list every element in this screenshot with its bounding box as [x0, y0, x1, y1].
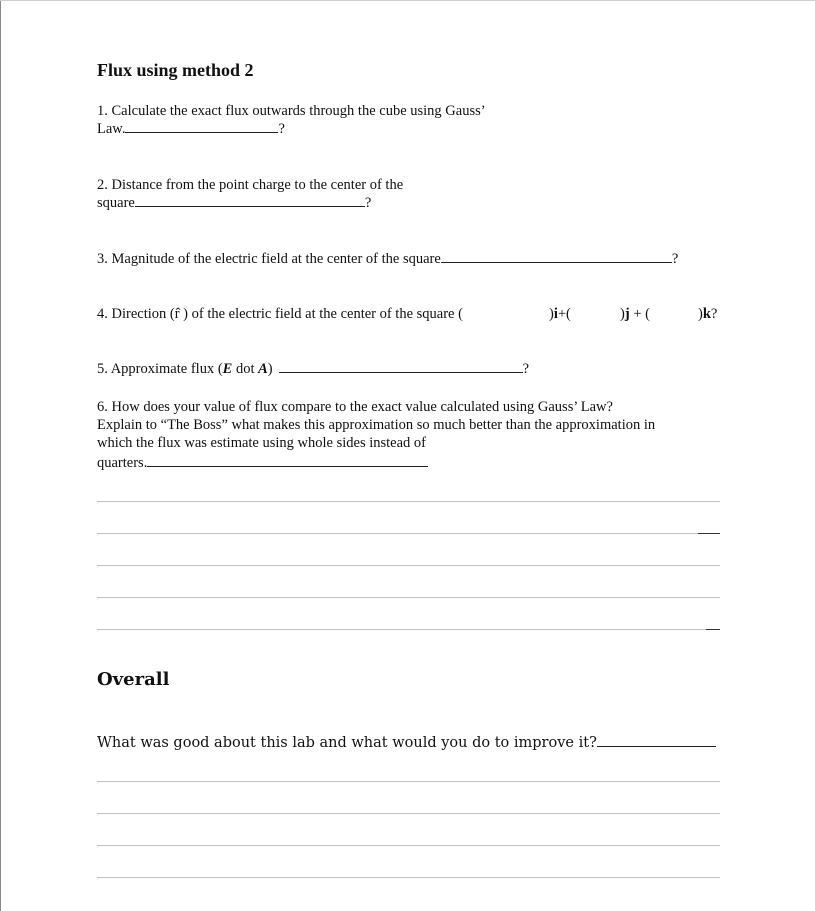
- question-6-line-2: Explain to “The Boss” what makes this approximation so much better than the approximation in: [97, 417, 656, 433]
- question-3-text: 3. Magnitude of the electric field at the center of the square: [97, 251, 441, 267]
- answer-2-blank[interactable]: [135, 194, 365, 207]
- direction-j: [620, 305, 650, 323]
- answer-6-blank[interactable]: [147, 454, 428, 467]
- question-3-suffix: ?: [671, 251, 679, 267]
- question-6-prefix: quarters.: [97, 455, 148, 471]
- answer-6-line-1[interactable]: [97, 501, 720, 502]
- vector-a: A: [258, 361, 268, 377]
- overall-answer-line-3[interactable]: [97, 845, 720, 846]
- answer-6-line-2[interactable]: [97, 533, 720, 534]
- page-border: [0, 0, 1, 911]
- overall-answer-line-2[interactable]: [97, 813, 720, 814]
- vector-e: E: [222, 361, 233, 377]
- answer-5-blank[interactable]: [279, 360, 523, 373]
- answer-6-line-4[interactable]: [97, 597, 720, 598]
- overall-question: [97, 734, 716, 751]
- question-3: [97, 250, 678, 268]
- section-title: Flux using method 2: [97, 60, 254, 80]
- j-join: + (: [629, 306, 650, 322]
- question-5-close: ): [267, 361, 273, 377]
- question-1-line-2: [97, 120, 285, 138]
- dot-word: dot: [232, 361, 259, 377]
- k-label: k: [702, 306, 711, 322]
- question-2-line-2: [97, 194, 371, 212]
- question-5-prefix: 5. Approximate flux (: [97, 361, 223, 377]
- question-5-suffix: ?: [522, 361, 530, 377]
- answer-6-line-5-end: [706, 629, 720, 630]
- question-4-text: 4. Direction (r̂ ) of the electric field at the center of the square (: [97, 306, 463, 322]
- i-label: i: [553, 306, 558, 322]
- k-question: ?: [710, 306, 718, 322]
- question-2-suffix: ?: [364, 195, 372, 211]
- j-label: j: [624, 306, 630, 322]
- question-1-line-1: 1. Calculate the exact flux outwards through the cube using Gauss’: [97, 103, 486, 119]
- answer-1-blank[interactable]: [125, 120, 278, 133]
- overall-answer-line-1[interactable]: [97, 781, 720, 782]
- question-1-prefix: Law.: [97, 121, 126, 137]
- i-paren: ): [549, 306, 554, 322]
- overall-answer-blank[interactable]: [597, 734, 716, 747]
- question-2-line-1: 2. Distance from the point charge to the center of the: [97, 177, 404, 193]
- overall-question-text: What was good about this lab and what would you do to improve it?: [97, 735, 597, 751]
- i-join: +(: [557, 306, 571, 322]
- question-5: [97, 360, 529, 378]
- question-1-suffix: ?: [278, 121, 285, 137]
- overall-title: Overall: [97, 669, 170, 690]
- answer-6-line-5[interactable]: [97, 629, 720, 630]
- direction-k: [698, 305, 717, 323]
- direction-i: [549, 305, 571, 323]
- j-paren: ): [620, 306, 625, 322]
- k-paren: ): [698, 306, 703, 322]
- page-border-top: [0, 0, 815, 1]
- question-6-line-4: [97, 454, 428, 472]
- answer-3-blank[interactable]: [441, 250, 672, 263]
- question-6-line-3: which the flux was estimate using whole sides instead of: [97, 435, 427, 451]
- answer-6-line-2-end: [698, 533, 720, 534]
- question-6-line-1: 6. How does your value of flux compare to the exact value calculated using Gauss’ Law?: [97, 399, 613, 415]
- overall-answer-line-4[interactable]: [97, 877, 720, 878]
- answer-6-line-3[interactable]: [97, 565, 720, 566]
- question-2-prefix: square: [97, 195, 135, 211]
